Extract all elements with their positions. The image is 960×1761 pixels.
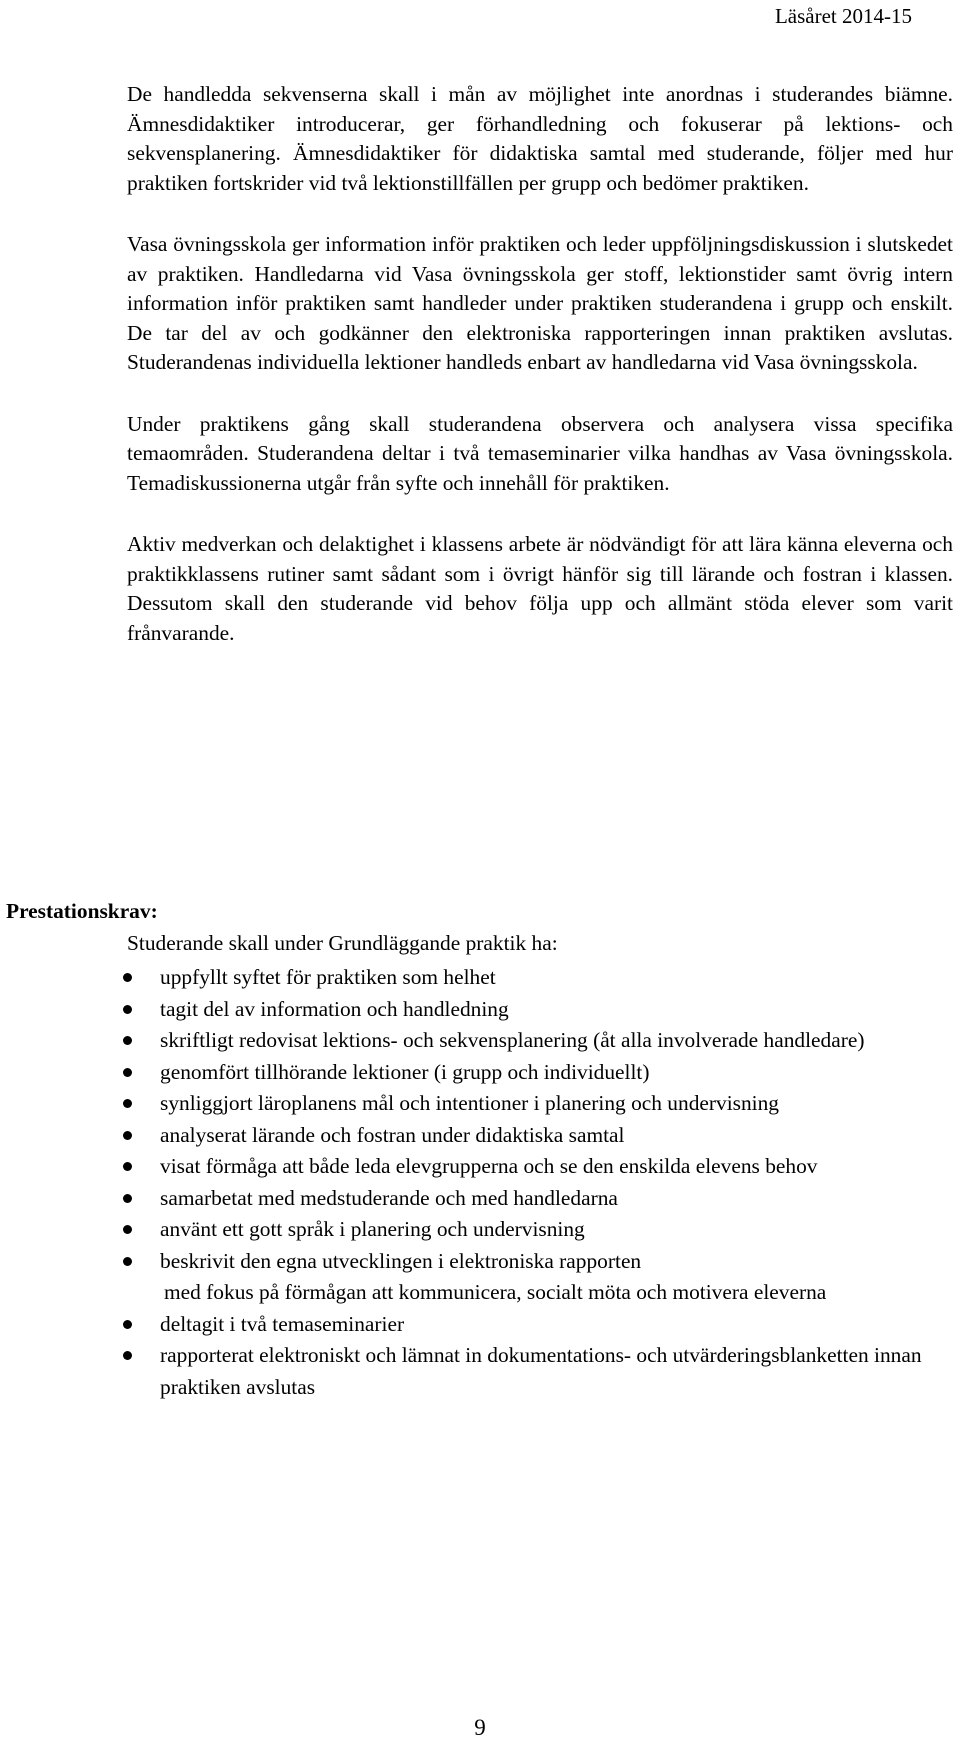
paragraph-vasa-ovningsskola: Vasa övningsskola ger information inför praktiken och leder uppföljningsdiskussion i slutskedet av praktiken. Handledarna vid Vasa övningsskola ger stoff, lektionstider samt övrig intern information inför praktiken samt handleder under praktiken studerandena i grupp och enskilt. De tar del av och godkänner den elektroniska rapporteringen innan praktiken avslutas. Studerandenas individuella lektioner handleds enbart av handledarna vid Vasa övningsskola.	[127, 232, 953, 374]
body-text	[127, 80, 953, 680]
bullet-icon	[123, 1225, 132, 1234]
list-item: analyserat lärande och fostran under didaktiska samtal	[127, 1120, 953, 1152]
list-item: samarbetat med medstuderande och med handledarna	[127, 1183, 953, 1215]
bullet-icon	[123, 1005, 132, 1014]
bullet-icon	[123, 1162, 132, 1171]
bullet-icon	[123, 1351, 132, 1360]
list-item: använt ett gott språk i planering och undervisning	[127, 1214, 953, 1246]
bullet-icon	[123, 1036, 132, 1045]
bullet-icon	[123, 1257, 132, 1266]
list-item: uppfyllt syftet för praktiken som helhet	[127, 962, 953, 994]
list-item: rapporterat elektroniskt och lämnat in dokumentations- och utvärderingsblanketten innan praktiken avslutas	[127, 1340, 953, 1403]
paragraph-handledning: De handledda sekvenserna skall i mån av möjlighet inte anordnas i studerandes biämne. Ämnesdidaktiker introducerar, ger förhandledning och fokuserar på lektions- och sekvensplanering. Ämnesdidaktiker för didaktiska samtal med studerande, följer med hur praktiken fortskrider vid två lektionstillfällen per grupp och bedömer praktiken.	[127, 82, 953, 195]
requirements-list	[127, 962, 953, 1403]
requirements-intro: Studerande skall under Grundläggande praktik ha:	[127, 931, 558, 955]
list-item: visat förmåga att både leda elevgrupperna och se den enskilda elevens behov	[127, 1151, 953, 1183]
list-item-subtext: med fokus på förmågan att kommunicera, socialt möta och motivera eleverna	[164, 1280, 827, 1304]
bullet-icon	[123, 1131, 132, 1140]
running-header: Läsåret 2014-15	[774, 4, 912, 28]
page-number: 9	[474, 1715, 486, 1740]
bullet-icon	[123, 1068, 132, 1077]
list-item: beskrivit den egna utvecklingen i elektroniska rapporten med fokus på förmågan att kommunicera, socialt möta och motivera eleverna	[127, 1246, 953, 1309]
bullet-icon	[123, 973, 132, 982]
list-item: tagit del av information och handledning	[127, 994, 953, 1026]
list-item: skriftligt redovisat lektions- och sekvensplanering (åt alla involverade handledare)	[127, 1025, 953, 1057]
list-item: synliggjort läroplanens mål och intentioner i planering och undervisning	[127, 1088, 953, 1120]
requirements-heading: Prestationskrav:	[6, 899, 158, 923]
bullet-icon	[123, 1320, 132, 1329]
bullet-icon	[123, 1194, 132, 1203]
paragraph-temaomraden: Under praktikens gång skall studerandena observera och analysera vissa specifika temaområden. Studerandena deltar i två temaseminarier vilka handhas av Vasa övningsskola. Temadiskussionerna utgår från syfte och innehåll för praktiken.	[127, 411, 953, 495]
paragraph-aktiv-medverkan: Aktiv medverkan och delaktighet i klassens arbete är nödvändigt för att lära känna eleverna och praktikklassens rutiner samt sådant som i övrigt hänför sig till lärande och fostran i klassen. Dessutom skall den studerande vid behov följa upp och allmänt stöda elever som varit frånvarande.	[127, 532, 953, 645]
list-item: genomfört tillhörande lektioner (i grupp och individuellt)	[127, 1057, 953, 1089]
list-item: deltagit i två temaseminarier	[127, 1309, 953, 1341]
bullet-icon	[123, 1099, 132, 1108]
